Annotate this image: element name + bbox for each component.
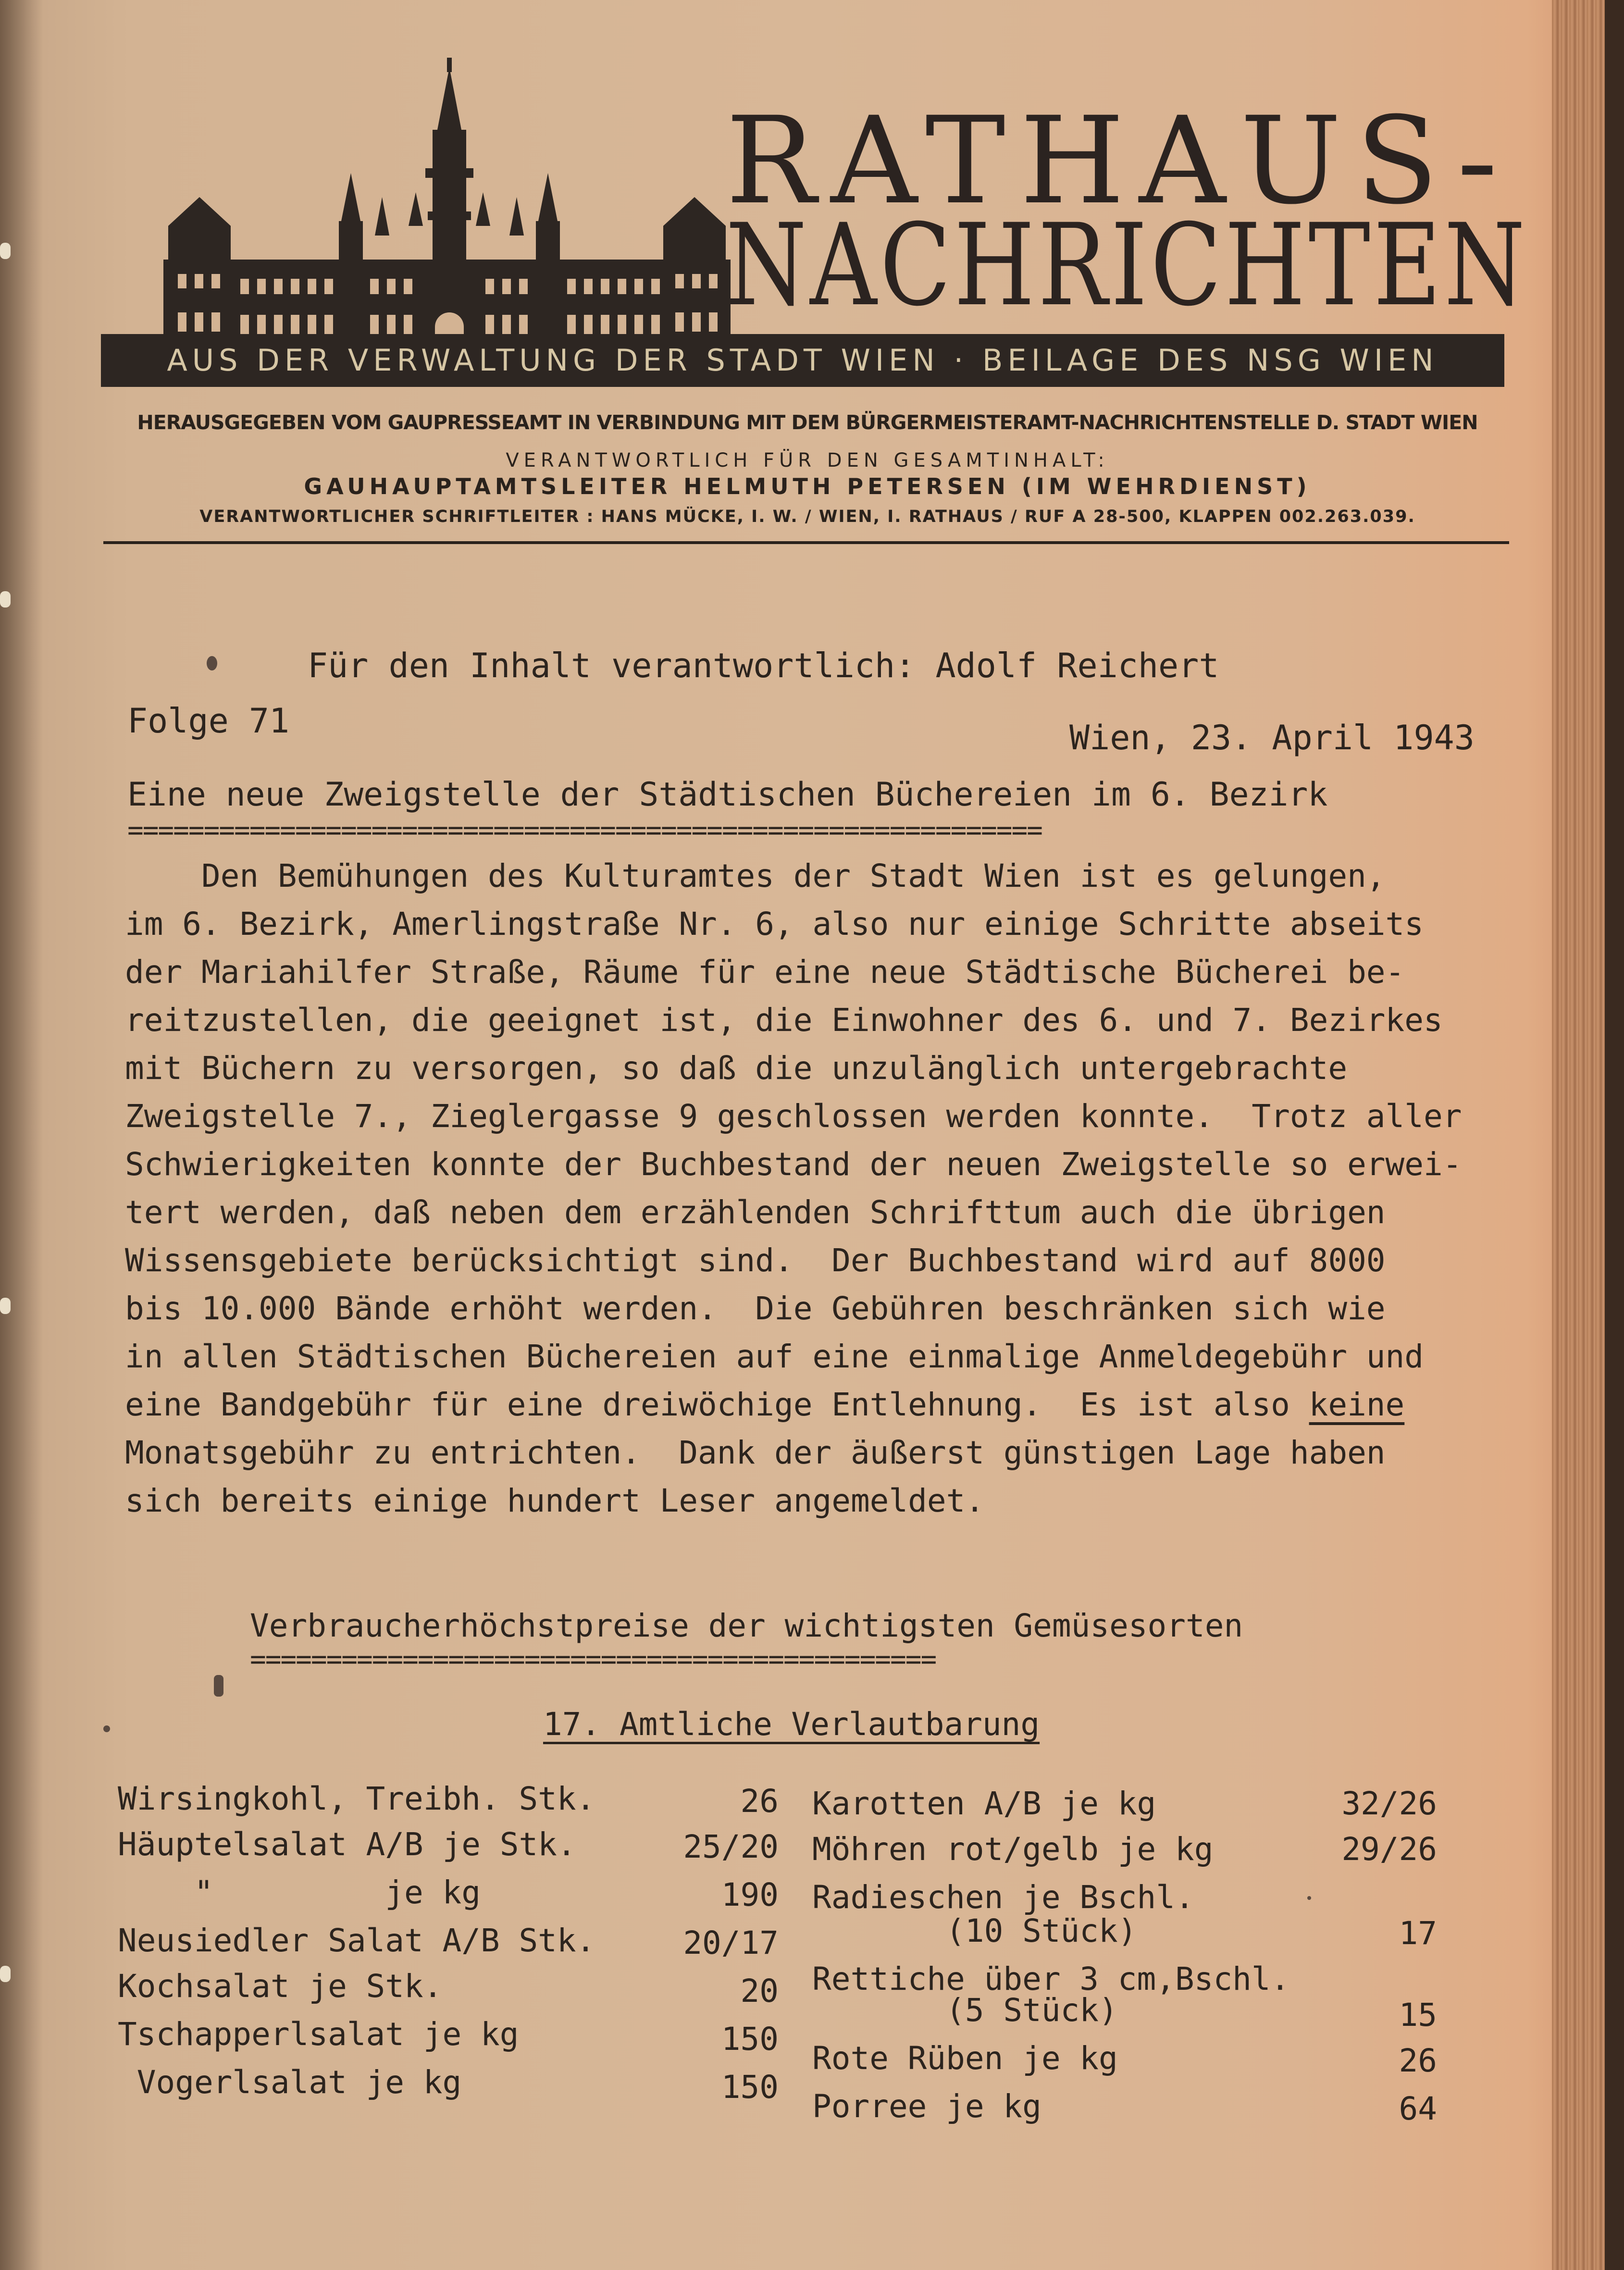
price-item-value: 150: [721, 2021, 779, 2058]
prices-heading: Verbraucherhöchstpreise der wichtigsten Gemüsesorten: [250, 1607, 1243, 1644]
price-item-value: 29/26: [1341, 1831, 1437, 1868]
responsible-line: Für den Inhalt verantwortlich: Adolf Reichert: [308, 646, 1219, 685]
price-item-value: 26: [740, 1783, 779, 1820]
article-line: Zweigstelle 7., Zieglergasse 9 geschlossen werden konnte. Trotz aller: [125, 1098, 1462, 1135]
masthead-title-line2: NACHRICHTEN: [726, 200, 1528, 331]
masthead-banner: AUS DER VERWALTUNG DER STADT WIEN · BEILAGE DES NSG WIEN: [101, 334, 1504, 387]
scan-speck: [207, 656, 217, 670]
masthead-title-line1: RATHAUS-: [726, 91, 1512, 231]
prices-heading-rule: =============================================: [250, 1644, 936, 1675]
price-item-label: Porree je kg: [812, 2088, 1041, 2125]
article-line: Schwierigkeiten konnte der Buchbestand der neuen Zweigstelle so erwei-: [125, 1146, 1462, 1183]
price-item-value: 20: [740, 1972, 779, 2010]
binding-stitch: [0, 591, 11, 608]
imprint-editor: VERANTWORTLICHER SCHRIFTLEITER : HANS MÜCKE, I. W. / WIEN, I. RATHAUS / RUF A 28-500, KLAPPEN 002.263.039.: [199, 507, 1415, 526]
article-line: im 6. Bezirk, Amerlingstraße Nr. 6, also nur einige Schritte abseits: [125, 906, 1424, 943]
article-heading: Eine neue Zweigstelle der Städtischen Büchereien im 6. Bezirk: [127, 776, 1328, 814]
binding-stitch: [0, 1966, 11, 1982]
price-item-value: 64: [1399, 2090, 1437, 2127]
page-gutter-shadow: [0, 0, 43, 2270]
scan-speck: [103, 1725, 110, 1732]
article-line: Monatsgebühr zu entrichten. Dank der äußerst günstigen Lage haben: [125, 1434, 1386, 1471]
binding-stitch: [0, 243, 11, 259]
article-line: tert werden, daß neben dem erzählenden Schrifttum auch die übrigen: [125, 1194, 1386, 1231]
price-item-label: (5 Stück): [812, 1992, 1118, 2029]
price-item-label: Rettiche über 3 cm,Bschl.: [812, 1960, 1290, 1997]
article-line: reitzustellen, die geeignet ist, die Einwohner des 6. und 7. Bezirkes: [125, 1002, 1443, 1039]
issue-number: Folge 71: [127, 701, 290, 741]
price-item-label: Häuptelsalat A/B je Stk.: [118, 1826, 576, 1863]
article-line: Den Bemühungen des Kulturamtes der Stadt Wien ist es gelungen,: [125, 857, 1386, 894]
masthead: [96, 43, 1528, 380]
price-item-label: Kochsalat je Stk.: [118, 1968, 443, 2005]
underlined-word: keine: [1309, 1386, 1405, 1423]
price-item-value: 17: [1399, 1915, 1437, 1952]
article-line: mit Büchern zu versorgen, so daß die unzulänglich untergebrachte: [125, 1050, 1348, 1087]
scan-speck: [1307, 1896, 1311, 1900]
price-item-value: 150: [721, 2069, 779, 2106]
scan-speck: [214, 1675, 223, 1697]
article-line: sich bereits einige hundert Leser angemeldet.: [125, 1482, 985, 1519]
book-edge-dark: [1605, 0, 1624, 2270]
masthead-rule: [103, 541, 1509, 544]
prices-subheading: 17. Amtliche Verlautbarung: [543, 1706, 1040, 1743]
price-item-label: Karotten A/B je kg: [812, 1785, 1156, 1822]
price-item-label: Vogerlsalat je kg: [118, 2064, 462, 2101]
article-line: der Mariahilfer Straße, Räume für eine neue Städtische Bücherei be-: [125, 954, 1405, 991]
article-line: [125, 1386, 1405, 1423]
price-item-value: 26: [1399, 2042, 1437, 2079]
price-item-value: 20/17: [683, 1924, 779, 1961]
price-item-label: Möhren rot/gelb je kg: [812, 1831, 1214, 1868]
article-line: Wissensgebiete berücksichtigt sind. Der Buchbestand wird auf 8000: [125, 1242, 1386, 1279]
price-item-value: 15: [1399, 1997, 1437, 2034]
binding-stitch: [0, 1298, 11, 1314]
price-item-label: " je kg: [118, 1874, 481, 1911]
article-heading-rule: ============================================================: [127, 815, 1042, 846]
imprint-publisher: HERAUSGEGEBEN VOM GAUPRESSEAMT IN VERBINDUNG MIT DEM BÜRGERMEISTERAMT-NACHRICHTENSTELLE D. STADT WIEN: [137, 411, 1478, 434]
article-line: bis 10.000 Bände erhöht werden. Die Gebühren beschränken sich wie: [125, 1290, 1386, 1327]
price-item-label: Neusiedler Salat A/B Stk.: [118, 1922, 595, 1959]
price-item-value: 25/20: [683, 1828, 779, 1865]
price-item-label: Radieschen je Bschl.: [812, 1879, 1194, 1916]
imprint-responsible-label: VERANTWORTLICH FÜR DEN GESAMTINHALT:: [506, 449, 1109, 471]
price-item-label: (10 Stück): [812, 1912, 1137, 1949]
place-date: Wien, 23. April 1943: [1069, 718, 1475, 757]
city-hall-illustration: [149, 53, 793, 365]
price-item-value: 32/26: [1341, 1785, 1437, 1822]
price-item-label: Wirsingkohl, Treibh. Stk.: [118, 1780, 595, 1817]
article-line: in allen Städtischen Büchereien auf eine einmalige Anmeldegebühr und: [125, 1338, 1424, 1375]
price-item-label: Tschapperlsalat je kg: [118, 2016, 519, 2053]
imprint-responsible-name: GAUHAUPTAMTSLEITER HELMUTH PETERSEN (IM WEHRDIENST): [304, 473, 1311, 499]
price-item-label: Rote Rüben je kg: [812, 2040, 1118, 2077]
article-line-text: eine Bandgebühr für eine dreiwöchige Entlehnung. Es ist also: [125, 1386, 1309, 1423]
price-item-value: 190: [721, 1876, 779, 1913]
